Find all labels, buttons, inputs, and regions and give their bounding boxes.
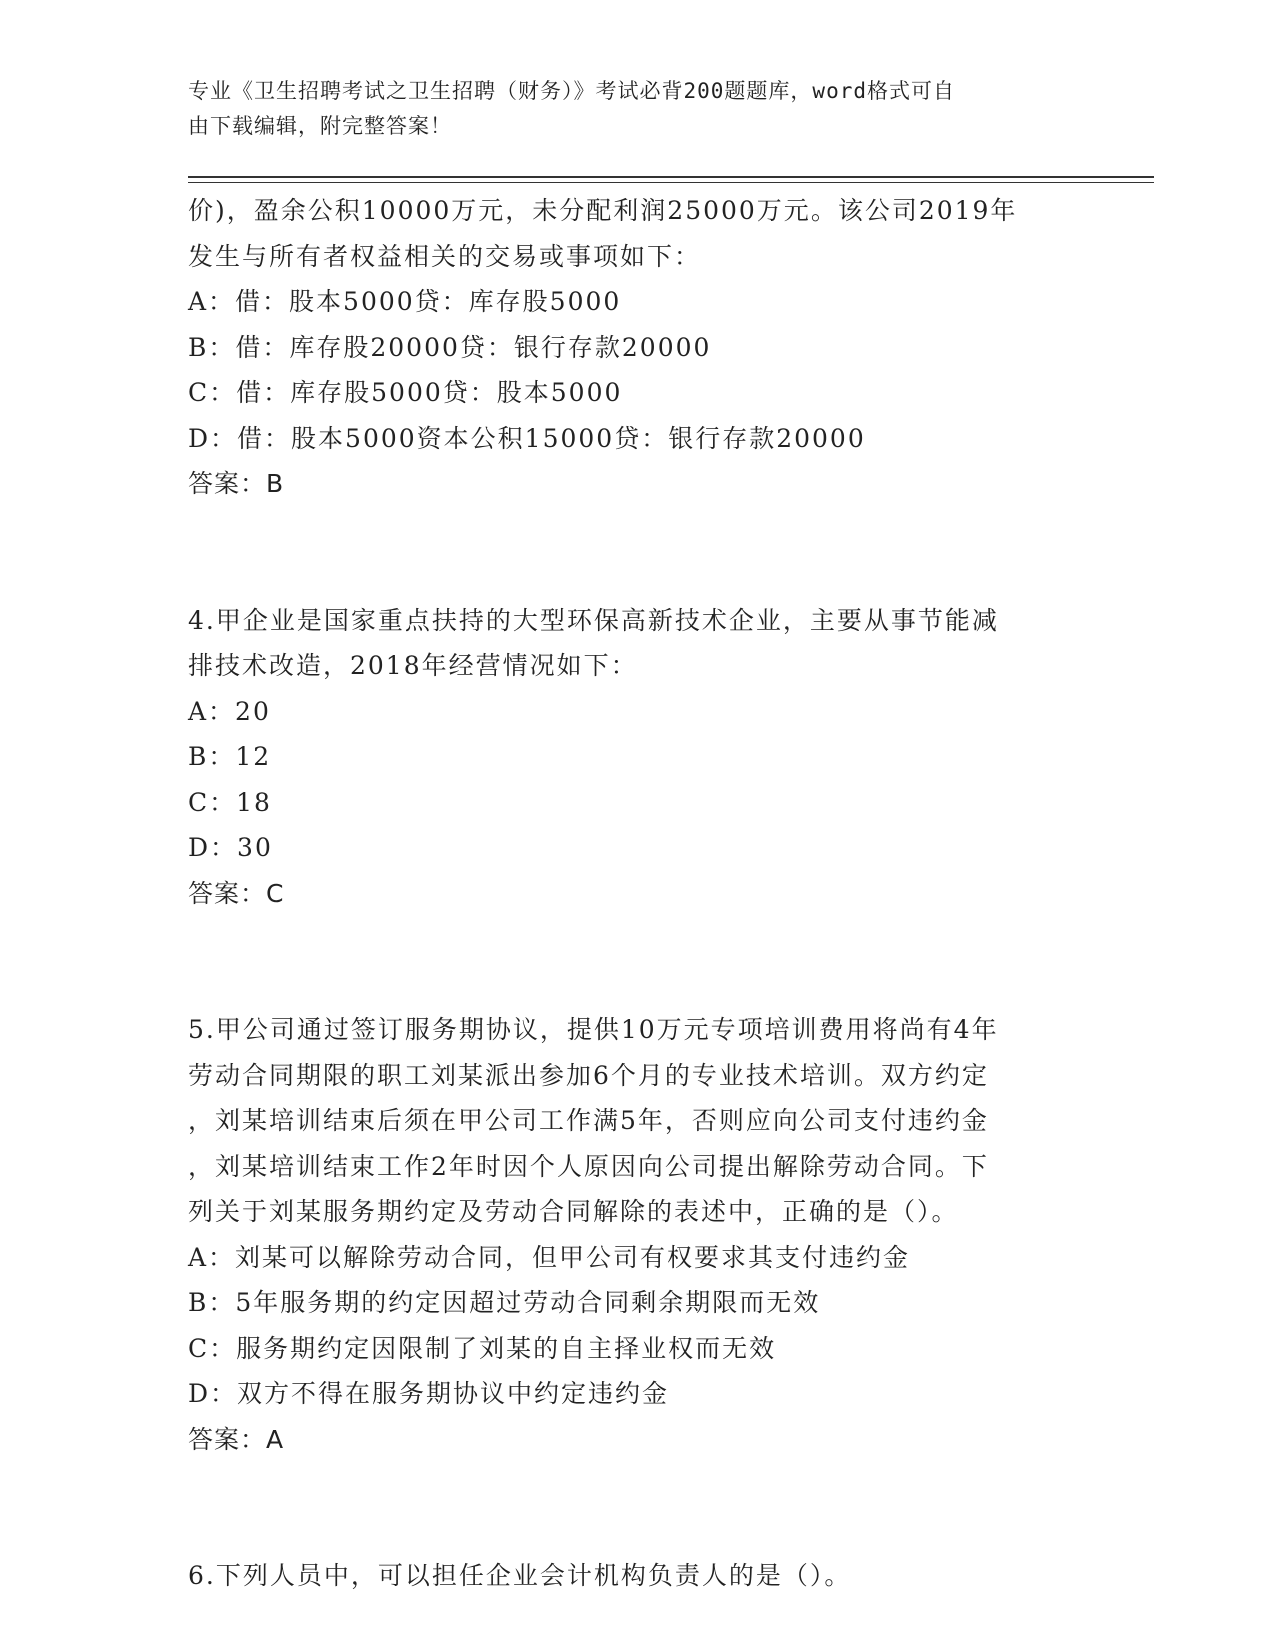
question-stem-line: 6.下列人员中，可以担任企业会计机构负责人的是（）。 <box>188 1561 852 1590</box>
question-stem-line: ，刘某培训结束后须在甲公司工作满5年，否则应向公司支付违约金 <box>188 1106 989 1135</box>
question-4 <box>188 598 1088 917</box>
option-d: D：30 <box>188 833 273 862</box>
question-stem-line: ，刘某培训结束工作2年时因个人原因向公司提出解除劳动合同。下 <box>188 1151 989 1181</box>
option-a: A：借：股本5000贷：库存股5000 <box>188 287 622 316</box>
question-stem-line: 发生与所有者权益相关的交易或事项如下： <box>188 241 702 271</box>
document-body <box>188 188 1088 1599</box>
question-stem-line: 5.甲公司通过签订服务期协议，提供10万元专项培训费用将尚有4年 <box>188 1015 999 1044</box>
option-c: C：18 <box>188 787 272 817</box>
question-6 <box>188 1553 1088 1599</box>
header-rule-thick <box>188 176 1154 178</box>
question-stem-line: 排技术改造，2018年经营情况如下： <box>188 651 638 680</box>
header-line-2: 由下载编辑，附完整答案！ <box>188 114 452 138</box>
option-a: A：刘某可以解除劳动合同，但甲公司有权要求其支付违约金 <box>188 1242 911 1272</box>
document-header <box>188 74 1068 144</box>
answer-line: 答案：B <box>188 469 285 498</box>
question-stem-line: 列关于刘某服务期约定及劳动合同解除的表述中，正确的是（）。 <box>188 1197 959 1226</box>
option-c: C：借：库存股5000贷：股本5000 <box>188 378 623 407</box>
option-a: A：20 <box>188 696 271 726</box>
option-b: B：12 <box>188 742 272 771</box>
option-b: B：借：库存股20000贷：银行存款20000 <box>188 332 712 362</box>
header-rule-thin <box>188 182 1154 183</box>
option-d: D：双方不得在服务期协议中约定违约金 <box>188 1379 670 1408</box>
question-3 <box>188 188 1088 507</box>
answer-line: 答案：C <box>188 878 285 908</box>
option-d: D：借：股本5000资本公积15000贷：银行存款20000 <box>188 423 866 453</box>
answer-line: 答案：A <box>188 1424 285 1454</box>
option-c: C：服务期约定因限制了刘某的自主择业权而无效 <box>188 1333 777 1363</box>
option-b: B：5年服务期的约定因超过劳动合同剩余期限而无效 <box>188 1288 821 1317</box>
question-stem-line: 4.甲企业是国家重点扶持的大型环保高新技术企业，主要从事节能减 <box>188 605 999 635</box>
question-stem-line: 价)，盈余公积10000万元，未分配利润25000万元。该公司2019年 <box>188 196 1018 225</box>
question-5 <box>188 1007 1088 1462</box>
question-stem-line: 劳动合同期限的职工刘某派出参加6个月的专业技术培训。双方约定 <box>188 1060 989 1090</box>
header-line-1: 专业《卫生招聘考试之卫生招聘（财务）》考试必背200题题库，word格式可自 <box>188 79 955 103</box>
